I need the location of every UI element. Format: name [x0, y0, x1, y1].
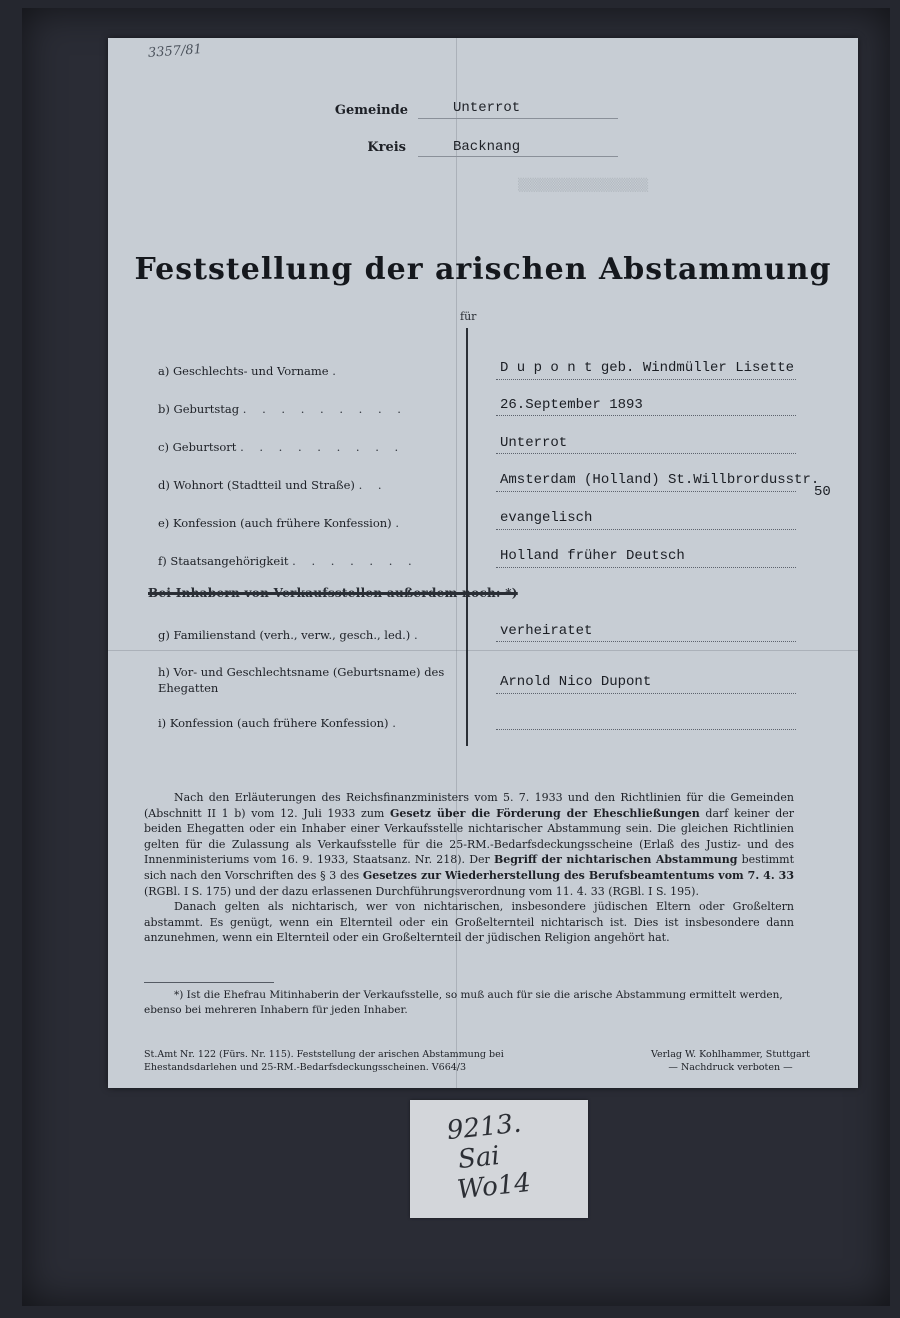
street-number-note: 50	[814, 484, 831, 500]
field-value-name: D u p o n t geb. Windmüller Lisette	[500, 360, 795, 376]
fold-line-horizontal	[108, 650, 858, 651]
field-value-confession: evangelisch	[500, 510, 593, 526]
field-value-birthplace: Unterrot	[500, 435, 568, 451]
archive-slip	[410, 1100, 588, 1218]
field-value-spouse: Arnold Nico Dupont	[500, 674, 652, 690]
archive-slip-handwriting: 9213. Sai Wo14	[445, 1108, 533, 1206]
field-line-residence	[496, 490, 796, 492]
footnote-rule	[144, 982, 274, 983]
struck-through-line: Bei Inhabern von Verkaufsstellen außerdem noch: *)	[148, 586, 518, 600]
kreis-line	[418, 156, 618, 157]
field-label-citizenship: f) Staatsangehörigkeit . . . . . . .	[158, 554, 418, 568]
field-line-spouse	[496, 692, 796, 694]
show-through-texture: ▒▒▒▒▒▒▒▒▒▒▒▒▒▒▒▒▒▒	[518, 178, 649, 192]
gemeinde-value: Unterrot	[453, 100, 521, 116]
document-sheet	[108, 38, 858, 1088]
document-title: Feststellung der arischen Abstammung	[134, 252, 832, 287]
publisher: Verlag W. Kohlhammer, Stuttgart	[651, 1049, 810, 1060]
gemeinde-label: Gemeinde	[334, 103, 408, 118]
field-line-confession	[496, 528, 796, 530]
field-label-name: a) Geschlechts- und Vorname .	[158, 364, 342, 378]
kreis-label: Kreis	[367, 140, 406, 155]
field-label-confession: e) Konfession (auch frühere Konfession) .	[158, 516, 405, 530]
archive-pencil-note: 3357/81	[147, 42, 203, 61]
field-label-spouse: h) Vor- und Geschlechtsname (Geburtsname) des Ehegatten	[158, 665, 445, 695]
kreis-value: Backnang	[453, 139, 521, 155]
field-line-marital-status	[496, 640, 796, 642]
field-line-citizenship	[496, 566, 796, 568]
legal-paragraph-2: Danach gelten als nichtarisch, wer von nichtarischen, insbesondere jüdischen Eltern oder Großeltern abstammt. Es genügt, wenn ein Elternteil oder ein Großelternteil nichtarisch ist. Dies ist insbesondere dann anzunehmen, wenn ein Elternteil oder ein Großelternteil der jüdischen Religion angehört hat.	[144, 900, 794, 945]
reprint-notice: — Nachdruck verboten —	[668, 1062, 793, 1073]
field-line-birthplace	[496, 452, 796, 454]
field-label-marital-status: g) Familienstand (verh., verw., gesch., led.) .	[158, 628, 424, 642]
imprint-left: St.Amt Nr. 122 (Fürs. Nr. 115). Feststellung der arischen Abstammung bei Ehestandsdarlehen und 25-RM.-Bedarfsdeckungsscheinen. V664/3	[144, 1049, 504, 1073]
field-label-birthdate: b) Geburtstag . . . . . . . . .	[158, 402, 407, 416]
field-label-residence: d) Wohnort (Stadtteil und Straße) . .	[158, 478, 388, 492]
footnote: *) Ist die Ehefrau Mitinhaberin der Verkaufsstelle, so muß auch für sie die arische Abstammung ermittelt werden, ebenso bei mehreren Inhabern für jeden Inhaber.	[144, 989, 783, 1016]
field-label-birthplace: c) Geburtsort . . . . . . . . .	[158, 440, 405, 454]
field-value-birthdate: 26.September 1893	[500, 397, 643, 413]
field-label-spouse-confession: i) Konfession (auch frühere Konfession) .	[158, 716, 402, 730]
field-line-name	[496, 378, 796, 380]
field-line-birthdate	[496, 414, 796, 416]
field-line-spouse-confession	[496, 728, 796, 730]
field-value-citizenship: Holland früher Deutsch	[500, 548, 685, 564]
legal-explanation: Nach den Erläuterungen des Reichsfinanzministers vom 5. 7. 1933 und den Richtlinien für die Gemeinden (Abschnitt II 1 b) vom 12. Juli 1933 zum Gesetz über die Förderung der Eheschließungen darf keiner der beiden Ehegatten oder ein Inhaber einer Verkaufsstelle nichtarischer Abstammung sein. Die gleichen Richtlinien gelten für die Zulassung als Verkaufsstelle für die 25-RM.-Bedarfsdeckungsscheine (Erlaß des Justiz- und des Innenministeriums vom 16. 9. 1933, Staatsanz. Nr. 218). Der Begriff der nichtarischen Abstammung bestimmt sich nach den Vorschriften des § 3 des Gesetzes zur Wiederherstellung des Berufsbeamtentums vom 7. 4. 33 (RGBl. I S. 175) und der dazu erlassenen Durchführungsverordnung vom 11. 4. 33 (RGBl. I S. 195). Danach gelten als nichtarisch, wer von nichtarischen, insbesondere jüdischen Eltern oder Großeltern abstammt. Es genügt, wenn ein Elternteil oder ein Großelternteil nichtarisch ist. Dies ist insbesondere dann anzunehmen, wenn ein Elternteil oder ein Großelternteil der jüdischen Religion angehört hat.	[144, 791, 795, 945]
gemeinde-line	[418, 118, 618, 119]
field-value-marital-status: verheiratet	[500, 623, 593, 639]
imprint-right	[651, 1048, 810, 1074]
field-value-residence: Amsterdam (Holland) St.Willbrordusstr.	[500, 472, 820, 488]
fuer-label: für	[460, 310, 477, 323]
column-divider	[466, 328, 468, 746]
